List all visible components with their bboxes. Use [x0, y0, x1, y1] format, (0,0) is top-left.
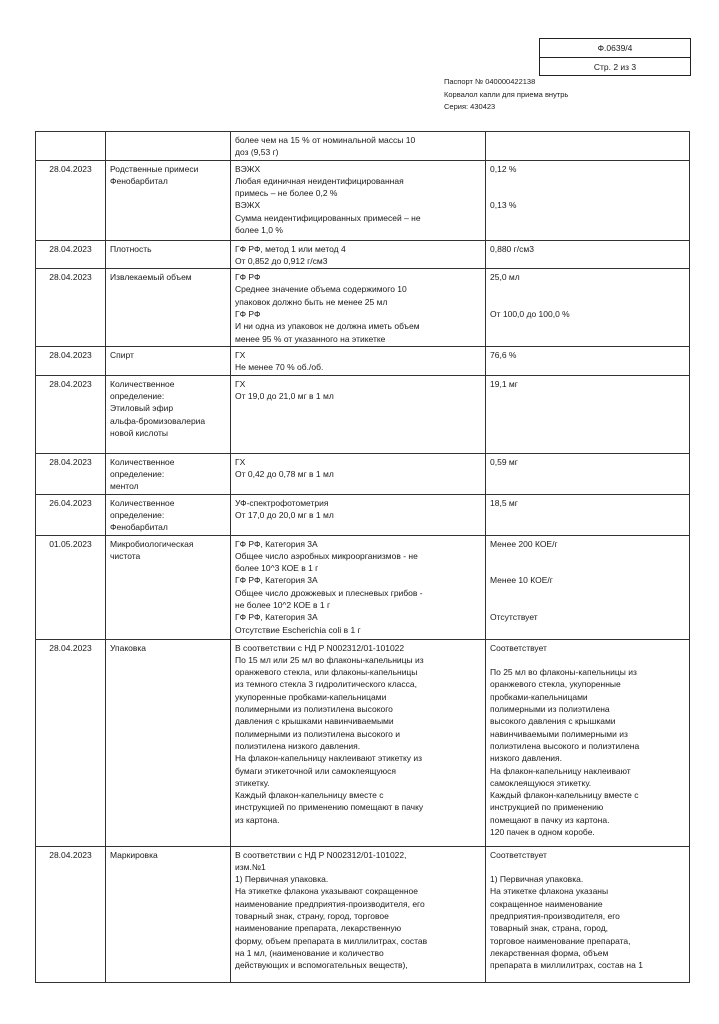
row-test-name: Упаковка [106, 639, 231, 846]
row-requirement: ВЭЖХ Любая единичная неидентифицированная примесь – не более 0,2 % ВЭЖХ Сумма неидентифицированных примесей – не более 1,0 % [231, 160, 486, 240]
row-date: 28.04.2023 [36, 240, 106, 269]
row-requirement: В соответствии с НД Р N002312/01-101022, изм.№1 1) Первичная упаковка. На этикетке флакона указывают сокращенное наименование предприятия-производителя, его товарный знак, страну, город, торговое наименование препарата, лекарственную форму, объем препарата в миллилитрах, состав на 1 мл, (наименование и количество действующих и вспомогательных веществ), [231, 846, 486, 982]
row-test-name: Извлекаемый объем [106, 269, 231, 347]
row-result: Соответствует 1) Первичная упаковка. На этикетке флакона указаны сокращенное наименование предприятия-производителя, его товарный знак, страна, город, торговое наименование препарата, лекарственная форма, объем препарата в миллилитрах, состав на 1 [486, 846, 690, 982]
row-test-name [106, 132, 231, 161]
row-result: Менее 200 КОЕ/г Менее 10 КОЕ/г Отсутствует [486, 535, 690, 639]
table-row [36, 240, 690, 269]
row-result [486, 132, 690, 161]
row-result: 0,12 % 0,13 % [486, 160, 690, 240]
table-row [36, 375, 690, 453]
row-test-name: Количественное определение: ментол [106, 453, 231, 494]
row-result: 0,59 мг [486, 453, 690, 494]
row-date: 28.04.2023 [36, 453, 106, 494]
row-requirement: В соответствии с НД Р N002312/01-101022 По 15 мл или 25 мл во флаконы-капельницы из оранжевого стекла, или флаконы-капельницы из темного стекла 3 гидролитического класса, укупоренные пробками-капельницами полимерными из полиэтилена высокого давления с крышками навинчиваемыми полимерными из полиэтилена высокого и полиэтилена низкого давления. На флакон-капельницу наклеивают этикетку из бумаги этикеточной или самоклеящуюся этикетку. Каждый флакон-капельницу вместе с инструкцией по применению помещают в пачку из картона. [231, 639, 486, 846]
table-row [36, 639, 690, 846]
row-result: 0,880 г/см3 [486, 240, 690, 269]
table-row [36, 132, 690, 161]
row-date: 28.04.2023 [36, 347, 106, 376]
row-date: 28.04.2023 [36, 375, 106, 453]
table-row [36, 494, 690, 535]
row-requirement: УФ-спектрофотометрия От 17,0 до 20,0 мг в 1 мл [231, 494, 486, 535]
table-row [36, 160, 690, 240]
row-requirement: более чем на 15 % от номинальной массы 10 доз (9,53 г) [231, 132, 486, 161]
passport-number: Паспорт № 040000422138 [444, 77, 536, 86]
row-date: 28.04.2023 [36, 269, 106, 347]
quality-results-table [35, 131, 690, 983]
document-header [444, 76, 568, 114]
row-date: 28.04.2023 [36, 846, 106, 982]
row-requirement: ГФ РФ Среднее значение объема содержимого 10 упаковок должно быть не менее 25 мл ГФ РФ И ни одна из упаковок не должна иметь объем менее 95 % от указанного на этикетке [231, 269, 486, 347]
row-requirement: ГХ Не менее 70 % об./об. [231, 347, 486, 376]
row-test-name: Маркировка [106, 846, 231, 982]
row-date: 28.04.2023 [36, 639, 106, 846]
row-requirement: ГФ РФ, Категория 3А Общее число аэробных микроорганизмов - не более 10^3 КОЕ в 1 г ГФ РФ, Категория 3А Общее число дрожжевых и плесневых грибов - не более 10^2 КОЕ в 1 г ГФ РФ, Категория 3А Отсутствие Escherichia coli в 1 г [231, 535, 486, 639]
row-test-name: Родственные примеси Фенобарбитал [106, 160, 231, 240]
row-test-name: Микробиологическая чистота [106, 535, 231, 639]
table-row [36, 846, 690, 982]
form-code: Ф.0639/4 [597, 43, 633, 53]
row-result: Соответствует По 25 мл во флаконы-капельницы из оранжевого стекла, укупоренные пробками-капельницами полимерными из полиэтилена высокого давления с крышками навинчиваемыми полимерными из полиэтилена высокого и полиэтилена низкого давления. На флакон-капельницу наклеивают самоклеящуюся этикетку. Каждый флакон-капельницу вместе с инструкцией по применению помещают в пачку из картона. 120 пачек в одном коробе. [486, 639, 690, 846]
row-test-name: Плотность [106, 240, 231, 269]
row-date: 01.05.2023 [36, 535, 106, 639]
batch-series: Серия: 430423 [444, 102, 496, 111]
row-date: 28.04.2023 [36, 160, 106, 240]
row-date: 26.04.2023 [36, 494, 106, 535]
row-result: 18,5 мг [486, 494, 690, 535]
row-test-name: Спирт [106, 347, 231, 376]
page-number: Стр. 2 из 3 [540, 57, 690, 76]
row-test-name: Количественное определение: Этиловый эфир альфа-бромизовалериа новой кислоты [106, 375, 231, 453]
row-result: 76,6 % [486, 347, 690, 376]
product-name: Корвалол капли для приема внутрь [444, 89, 569, 99]
table-row [36, 453, 690, 494]
table-row [36, 535, 690, 639]
row-requirement: ГХ От 19,0 до 21,0 мг в 1 мл [231, 375, 486, 453]
table-row [36, 269, 690, 347]
row-date [36, 132, 106, 161]
row-requirement: ГФ РФ, метод 1 или метод 4 От 0,852 до 0,912 г/см3 [231, 240, 486, 269]
row-requirement: ГХ От 0,42 до 0,78 мг в 1 мл [231, 453, 486, 494]
form-number-box [539, 38, 691, 76]
row-result: 25,0 мл От 100,0 до 100,0 % [486, 269, 690, 347]
row-test-name: Количественное определение: Фенобарбитал [106, 494, 231, 535]
row-result: 19,1 мг [486, 375, 690, 453]
table-row [36, 347, 690, 376]
